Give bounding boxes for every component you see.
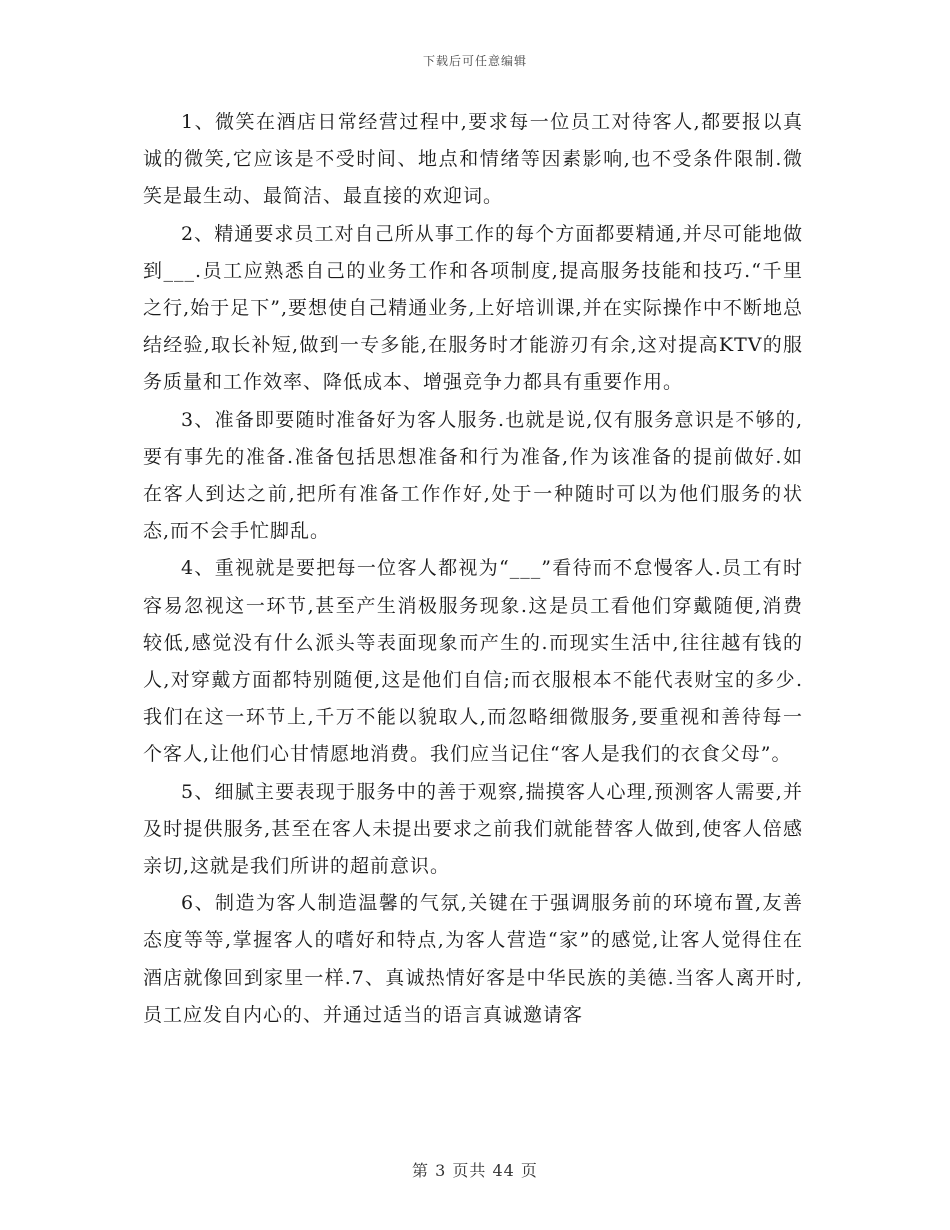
- paragraph-4: 4、重视就是要把每一位客人都视为“___”看待而不怠慢客人.员工有时容易忽视这一环节,甚至产生消极服务现象.这是员工看他们穿戴随便,消费较低,感觉没有什么派头等表面现象而产生的.而现实生活中,往往越有钱的人,对穿戴方面都特别随便,这是他们自信;而衣服根本不能代表财宝的多少.我们在这一环节上,千万不能以貌取人,而忽略细微服务,要重视和善待每一个客人,让他们心甘情愿地消费。我们应当记住“客人是我们的衣食父母”。: [143, 557, 803, 766]
- page-header: 下载后可任意编辑: [422, 54, 527, 68]
- paragraph-5: 5、细腻主要表现于服务中的善于观察,揣摸客人心理,预测客人需要,并及时提供服务,甚至在客人未提出要求之前我们就能替客人做到,使客人倍感亲切,这就是我们所讲的超前意识。: [143, 780, 803, 878]
- paragraph-2: 2、精通要求员工对自己所从事工作的每个方面都要精通,并尽可能地做到___.员工应熟悉自己的业务工作和各项制度,提高服务技能和技巧.“千里之行,始于足下”,要想使自己精通业务,上好培训课,并在实际操作中不断地总结经验,取长补短,做到一专多能,在服务时才能游刃有余,这对提高KTV的服务质量和工作效率、降低成本、增强竞争力都具有重要作用。: [143, 222, 803, 394]
- paragraph-1: 1、微笑在酒店日常经营过程中,要求每一位员工对待客人,都要报以真诚的微笑,它应该是不受时间、地点和情绪等因素影响,也不受条件限制.微笑是最生动、最简洁、最直接的欢迎词。: [143, 111, 803, 208]
- paragraph-3: 3、准备即要随时准备好为客人服务.也就是说,仅有服务意识是不够的,要有事先的准备.准备包括思想准备和行为准备,作为该准备的提前做好.如在客人到达之前,把所有准备工作作好,处于一种随时可以为他们服务的状态,而不会手忙脚乱。: [143, 408, 803, 543]
- page-footer: 第 3 页共 44 页: [412, 1161, 538, 1180]
- paragraph-6: 6、制造为客人制造温馨的气氛,关键在于强调服务前的环境布置,友善态度等等,掌握客人的嗜好和特点,为客人营造“家”的感觉,让客人觉得住在酒店就像回到家里一样.7、真诚热情好客是中华民族的美德.当客人离开时,员工应发自内心的、并通过适当的语言真诚邀请客: [143, 892, 803, 1026]
- document-body: [143, 104, 803, 1034]
